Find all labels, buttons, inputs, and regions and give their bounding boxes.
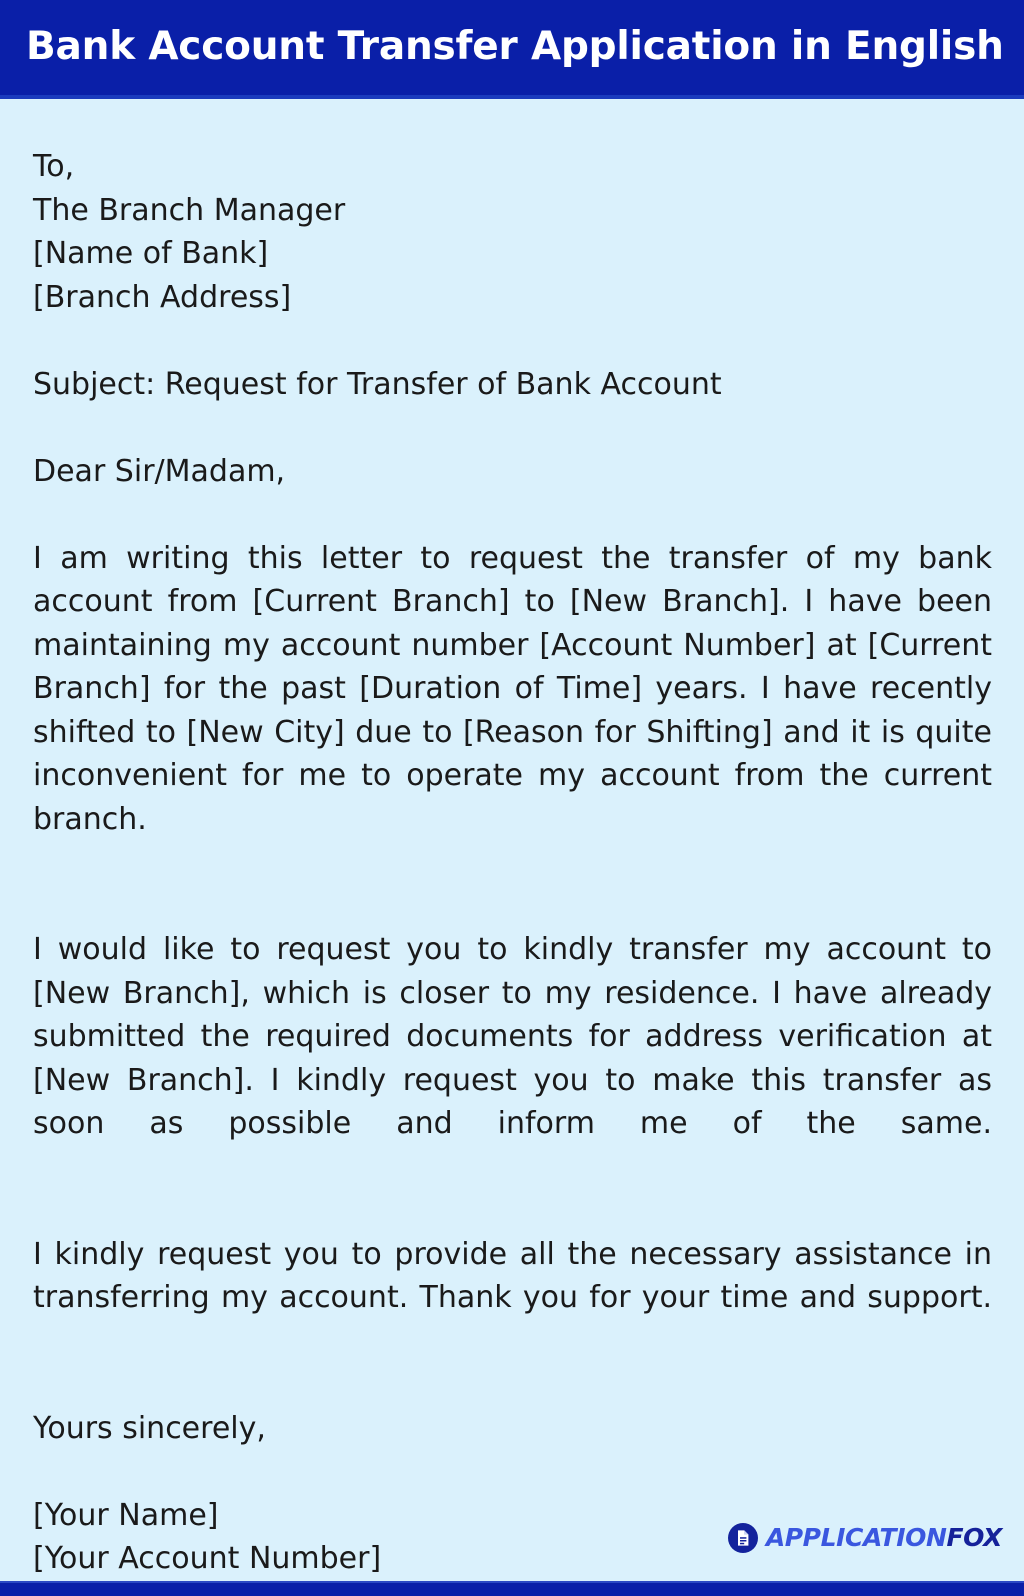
salutation-line: Dear Sir/Madam, xyxy=(33,453,286,489)
spacer-after-paragraph-1 xyxy=(33,885,992,929)
signature-account-placeholder: [Your Account Number] xyxy=(33,1541,382,1576)
closing-line: Yours sincerely, xyxy=(33,1410,266,1446)
recipient-bank-placeholder: [Name of Bank] xyxy=(33,236,269,271)
recipient-block xyxy=(33,145,992,319)
logo-text-secondary: FOX xyxy=(946,1523,1002,1552)
header-banner xyxy=(0,0,1024,95)
logo-wordmark xyxy=(766,1525,1002,1550)
subject-line: Subject: Request for Transfer of Bank Account xyxy=(33,366,722,402)
letter-body xyxy=(0,99,1024,1581)
page-title: Bank Account Transfer Application in English xyxy=(26,24,1004,70)
spacer-after-subject xyxy=(33,406,992,450)
body-paragraph-2: I would like to request you to kindly transfer my account to [New Branch], which is closer to my residence. I have already submitted the required documents for address verification at [New Branch]. I kindly request you to make this transfer as soon as possible and inform me of the same. xyxy=(33,932,992,1141)
logo-text-primary: APPLICATION xyxy=(765,1523,947,1552)
body-paragraph-3: I kindly request you to provide all the necessary assistance in transferring my account. Thank you for your time and support. xyxy=(33,1236,992,1315)
spacer-after-recipient xyxy=(33,319,992,363)
signature-name-placeholder: [Your Name] xyxy=(33,1497,219,1533)
site-logo xyxy=(728,1523,1002,1553)
spacer-after-paragraph-3 xyxy=(33,1363,992,1407)
bottom-bar xyxy=(0,1583,1024,1596)
spacer-after-closing xyxy=(33,1450,992,1494)
body-paragraph-1: I am writing this letter to request the transfer of my bank account from [Current Branch] to [New Branch]. I have been maintaining my account number [Account Number] at [Current Branch] for the past [Duration of Time] years. I have recently shifted to [New City] due to [Reason for Shifting] and it is quite inconvenient for me to operate my account from the current branch. xyxy=(33,540,992,837)
spacer-after-salutation xyxy=(33,493,992,537)
recipient-address-placeholder: [Branch Address] xyxy=(33,279,292,315)
spacer-after-paragraph-2 xyxy=(33,1189,992,1233)
document-icon xyxy=(728,1523,758,1553)
recipient-designation: The Branch Manager xyxy=(33,192,346,228)
recipient-to-line: To, xyxy=(33,149,75,184)
